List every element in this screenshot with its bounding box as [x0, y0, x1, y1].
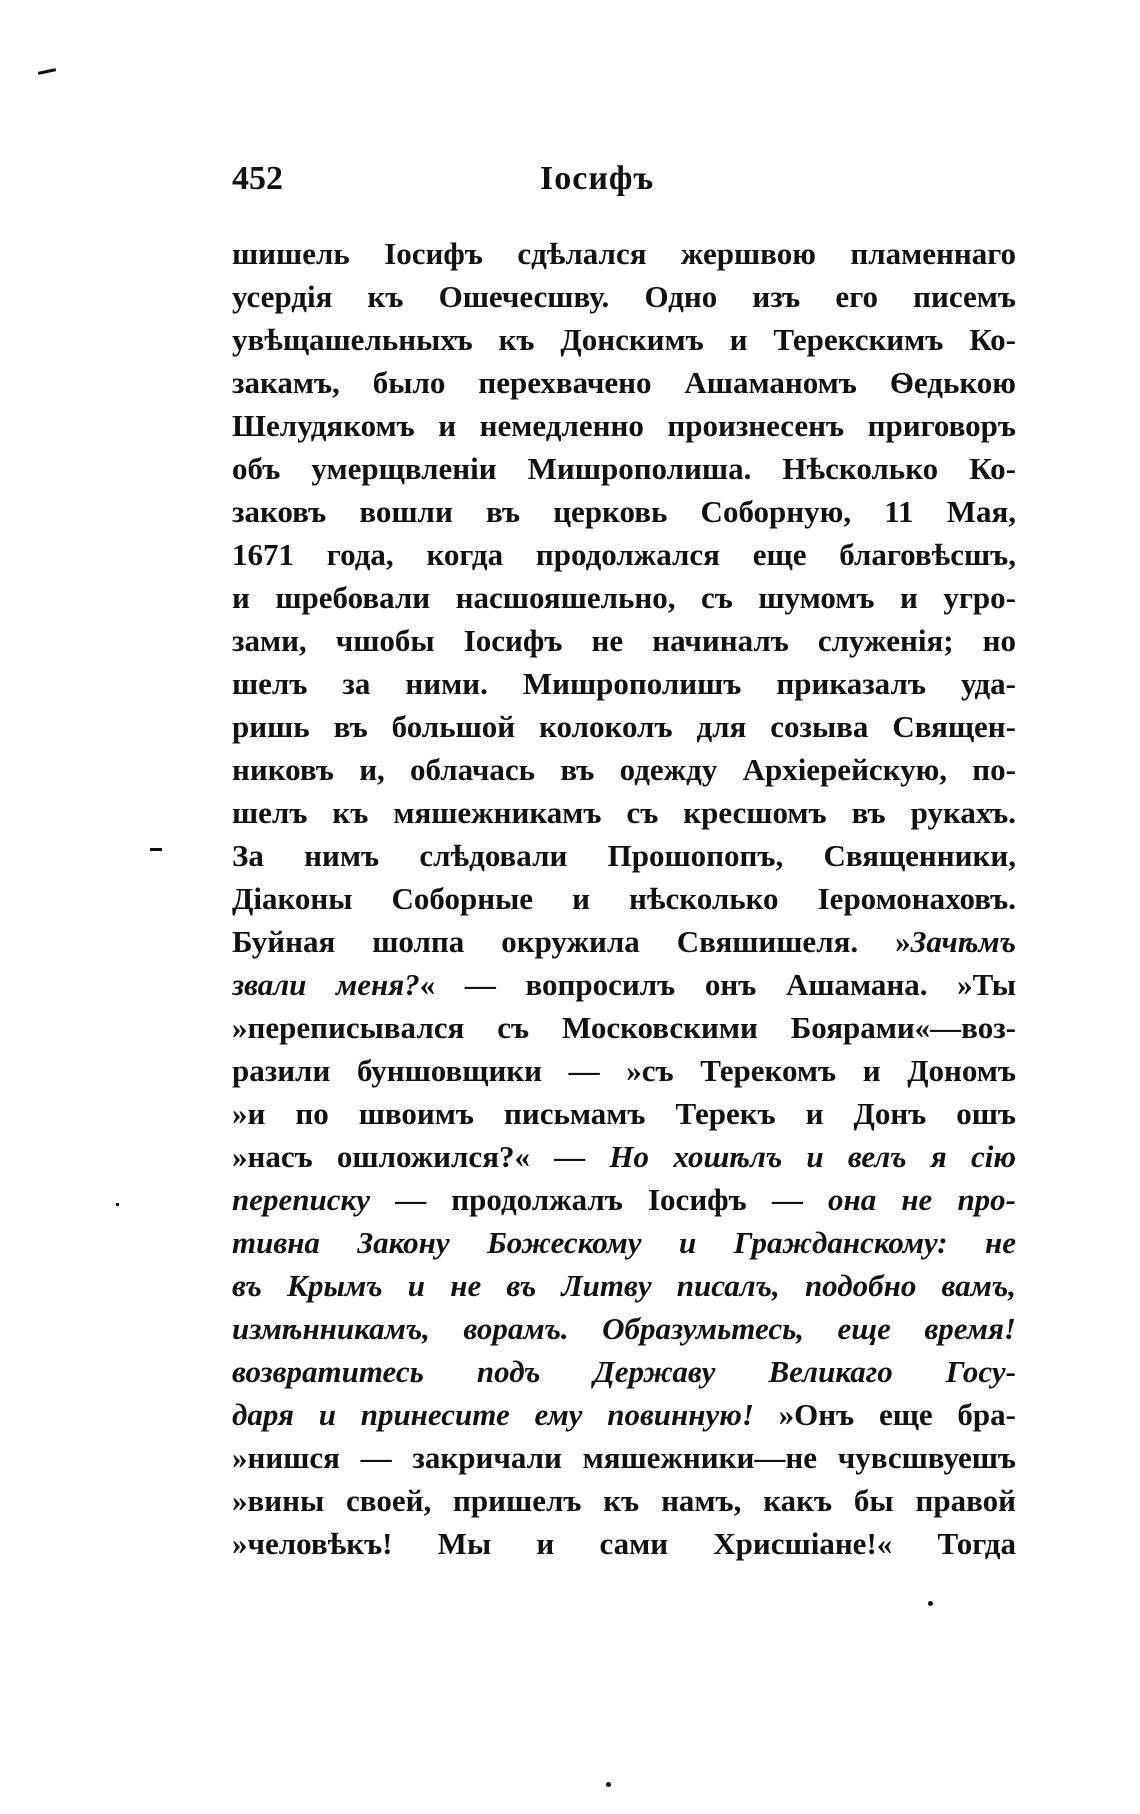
text-line	[232, 1522, 1016, 1565]
text-line	[232, 490, 1016, 533]
text-line	[232, 447, 1016, 490]
running-head: Іосифъ	[540, 160, 655, 197]
text-line	[232, 533, 1016, 576]
text-segment: « — вопросилъ онъ Ашамана. »Ты	[419, 967, 1016, 1002]
text-line	[232, 920, 1016, 963]
text-segment: »нишся — закричали мяшежники—не чувсшвуешъ	[232, 1440, 1016, 1475]
text-line	[232, 1178, 1016, 1221]
text-segment: — продолжалъ Іосифъ —	[369, 1182, 828, 1217]
text-line	[232, 1479, 1016, 1522]
text-segment: »человѣкъ! Мы и сами Хрисшіане!« Тогда	[232, 1526, 1016, 1561]
italic-text-segment: звали меня?	[232, 967, 420, 1002]
scan-mark	[38, 68, 56, 75]
text-line	[232, 318, 1016, 361]
text-segment: »Онъ еще бра-	[753, 1397, 1016, 1432]
text-segment: разили буншовщики — »съ Терекомъ и Дономъ	[232, 1053, 1016, 1088]
text-line	[232, 1307, 1016, 1350]
text-segment: объ умерщвленіи Мишрополиша. Нѣсколько Ко-	[232, 451, 1016, 486]
body-text	[232, 232, 1016, 1565]
text-line	[232, 877, 1016, 920]
scan-mark	[150, 848, 162, 851]
italic-text-segment: въ Крымъ и не въ Литву писалъ, подобно вамъ,	[232, 1268, 1016, 1303]
italic-text-segment: переписку	[232, 1182, 370, 1217]
text-line	[232, 705, 1016, 748]
text-line	[232, 361, 1016, 404]
text-segment: никовъ и, облачась въ одежду Архіерейскую, по-	[232, 752, 1016, 787]
text-line	[232, 1006, 1016, 1049]
text-line	[232, 1135, 1016, 1178]
italic-text-segment: возвратитесь подъ Державу Великаго Госу-	[232, 1354, 1016, 1389]
text-line	[232, 404, 1016, 447]
text-line	[232, 232, 1016, 275]
text-segment: Шелудякомъ и немедленно произнесенъ приговоръ	[232, 408, 1016, 443]
text-line	[232, 1436, 1016, 1479]
text-line	[232, 275, 1016, 318]
text-segment: закамъ, было перехвачено Ашаманомъ Ѳедькою	[232, 365, 1016, 400]
italic-text-segment: Зачѣмъ	[910, 924, 1016, 959]
text-line	[232, 619, 1016, 662]
text-segment: »вины своей, пришелъ къ намъ, какъ бы правой	[232, 1483, 1016, 1518]
text-line	[232, 748, 1016, 791]
text-segment: Діаконы Соборные и нѣсколько Іеромонаховъ.	[232, 881, 1016, 916]
text-segment: шелъ къ мяшежникамъ съ кресшомъ въ рукахъ.	[232, 795, 1016, 830]
text-line	[232, 576, 1016, 619]
text-segment: усердія къ Ошечесшву. Одно изъ его писемъ	[232, 279, 1016, 314]
text-line	[232, 791, 1016, 834]
text-line	[232, 1221, 1016, 1264]
text-segment: зами, чшобы Іосифъ не начиналъ служенія; но	[232, 623, 1016, 658]
scan-mark	[116, 1203, 119, 1206]
italic-text-segment: даря и принесите ему повинную!	[232, 1397, 754, 1432]
italic-text-segment: она не про-	[827, 1182, 1016, 1217]
text-line	[232, 1264, 1016, 1307]
text-segment: ришь въ большой колоколъ для созыва Священ-	[232, 709, 1016, 744]
text-line	[232, 1393, 1016, 1436]
page-number: 452	[232, 160, 283, 197]
text-segment: шишель Іосифъ сдѣлался жершвою пламеннаго	[232, 236, 1016, 271]
text-segment: заковъ вошли въ церковь Соборную, 11 Мая,	[232, 494, 1016, 529]
text-segment: и шребовали насшояшельно, съ шумомъ и угро-	[232, 580, 1016, 615]
text-segment: увѣщашельныхъ къ Донскимъ и Терекскимъ Ко-	[232, 322, 1016, 357]
text-segment: За нимъ слѣдовали Прошопопъ, Священники,	[232, 838, 1016, 873]
text-line	[232, 834, 1016, 877]
text-segment: Буйная шолпа окружила Свяшишеля. »	[232, 924, 911, 959]
page-header	[232, 160, 1016, 210]
italic-text-segment: Но хошѣлъ и велъ я сію	[609, 1139, 1016, 1174]
italic-text-segment: тивна Закону Божескому и Гражданскому: не	[232, 1225, 1016, 1260]
scan-mark	[928, 1601, 933, 1606]
scan-mark	[606, 1782, 611, 1787]
text-line	[232, 662, 1016, 705]
text-line	[232, 963, 1016, 1006]
text-segment: 1671 года, когда продолжался еще благовѣсшъ,	[232, 537, 1016, 572]
text-segment: »насъ ошложился?« —	[232, 1139, 610, 1174]
text-line	[232, 1350, 1016, 1393]
text-segment: »и по швоимъ письмамъ Терекъ и Донъ ошъ	[232, 1096, 1016, 1131]
text-segment: »переписывался съ Московскими Боярами«—воз-	[232, 1010, 1016, 1045]
text-line	[232, 1092, 1016, 1135]
text-line	[232, 1049, 1016, 1092]
text-segment: шелъ за ними. Мишрополишъ приказалъ уда-	[232, 666, 1016, 701]
italic-text-segment: измѣнникамъ, ворамъ. Образумьтесь, еще время!	[232, 1311, 1016, 1346]
